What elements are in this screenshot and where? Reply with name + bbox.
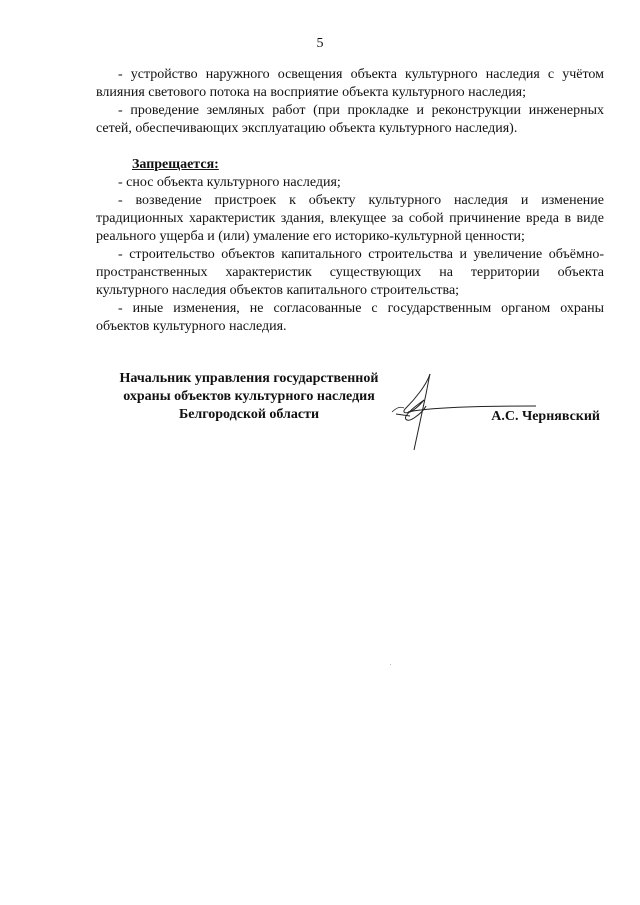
- scan-speck: [390, 664, 391, 665]
- document-body: [96, 66, 604, 336]
- prohibited-item-demolition: - снос объекта культурного наследия;: [118, 175, 341, 190]
- page-number: 5: [316, 36, 324, 51]
- signatory-position-line-1: Начальник управления государственной: [119, 371, 379, 386]
- prohibited-item-extensions: - возведение пристроек к объекту культурного наследия и изменение традиционных характеристик здания, влекущее за собой причинение вреда в виде реального ущерба и (или) умаление его историко-культурной ценности;: [96, 193, 604, 244]
- prohibited-item-other-changes: - иные изменения, не согласованные с государственным органом охраны объектов культурного наследия.: [96, 301, 604, 334]
- signatory-position-line-3: Белгородской области: [178, 407, 320, 422]
- prohibited-heading: Запрещается:: [132, 157, 219, 172]
- signatory-position: [106, 370, 392, 424]
- signatory-name: А.С. Чернявский: [491, 409, 600, 424]
- permitted-item-lighting: - устройство наружного освещения объекта культурного наследия с учётом влияния светового потока на восприятие объекта культурного наследия;: [96, 67, 604, 100]
- prohibited-item-construction: - строительство объектов капитального строительства и увеличение объёмно-пространственных характеристик существующих на территории объекта культурного наследия объектов капитального строительства;: [96, 247, 604, 298]
- permitted-item-earthworks: - проведение земляных работ (при прокладке и реконструкции инженерных сетей, обеспечивающих эксплуатацию объекта культурного наследия).: [96, 103, 604, 136]
- signatory-position-line-2: охраны объектов культурного наследия: [123, 389, 375, 404]
- signature-block: [96, 370, 604, 460]
